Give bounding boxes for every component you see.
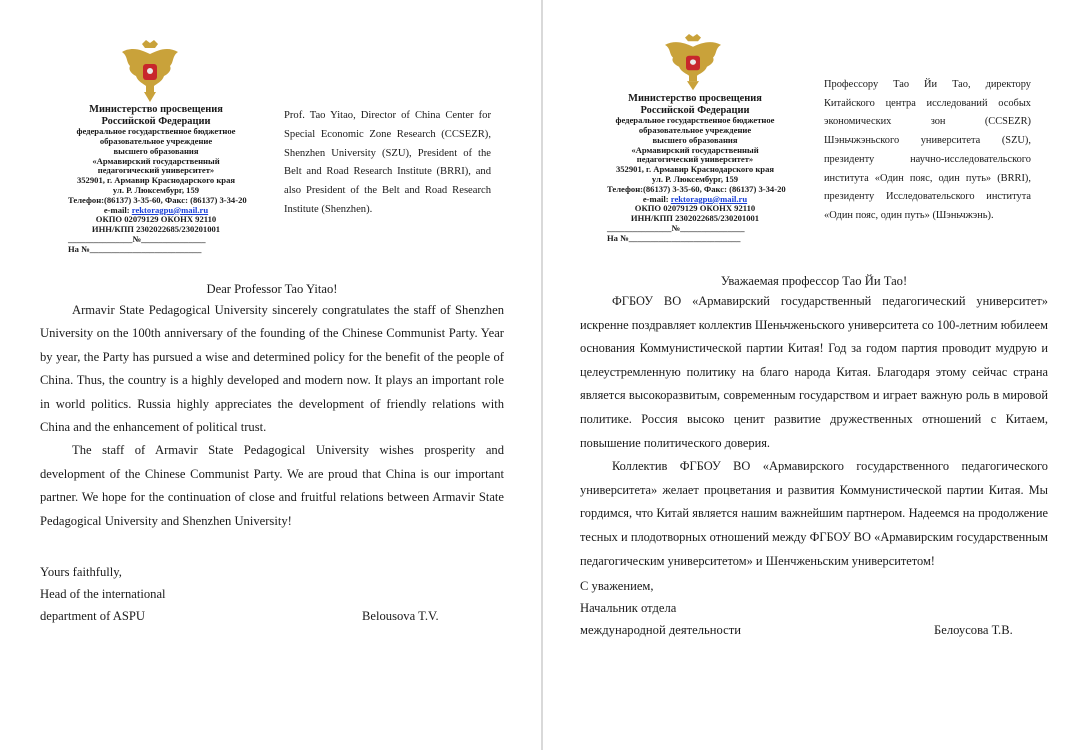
letterhead-address: 352901, г. Армавир Краснодарского края [615,164,775,175]
closing: С уважением, [580,579,654,593]
signer-department: международной деятельности [580,623,741,637]
letterhead-line: педагогический университет» [97,165,215,176]
body-paragraph: ФГБОУ ВО «Армавирский государственный педагогический университет» искренне поздравляет коллектив Шеньчженьского университета со 100-летним юбилеем основания Коммунистической партии Китая! Год за годом партия проводит мудрую и целеустремленную политику на благо народа Китая. Благодаря этому сейчас страна является высокоразвитым, современным государством и играет важную роль в мировой политике. Россия высоко ценит развитие дружественных отношений с Китаем, повышение политического доверия. [580,294,1048,450]
body-paragraph: The staff of Armavir State Pedagogical University wishes prosperity and development of the Chinese Communist Party. We are proud that China is our important partner. We hope for the continuation of close and fruitful relations between Armavir State Pedagogical University and Shenzhen University! [40,443,504,528]
ministry-country: Российской Федерации [101,115,211,127]
letterhead-codes: ОКПО 02079129 ОКОНХ 92110 [634,203,756,214]
letterhead-line: высшего образования [113,145,199,156]
letterhead-street: ул. Р. Люксембург, 159 [112,184,200,195]
emblem-icon [663,34,723,92]
signer-position: Начальник отдела [580,601,677,615]
letterhead-line: федеральное государственное бюджетное [76,126,236,137]
letterhead-line: образовательное учреждение [638,124,752,135]
letter-body [40,299,504,533]
letterhead [68,104,247,255]
ministry-country: Российской Федерации [640,104,750,116]
letter-page-russian [543,0,1080,750]
greeting: Dear Professor Tao Yitao! [206,282,338,296]
reference-reply-line: На №__________________________ [607,232,741,243]
letterhead-codes: ОКПО 02079129 ОКОНХ 92110 [95,214,217,225]
addressee-block: Профессору Тао Йи Тао, директору Китайского центра исследований особых экономических зон (CCSEZR) Шэньчжэньского университета (SZU), президенту научно-исследовательского института «Один пояс, один путь» (BRRI), президенту Исследовательского института «Один пояс, один путь» (Шэньчжэнь). [824,79,1031,221]
letterhead-phone: Телефон:(86137) 3-35-60, Факс: (86137) 3-34-20 [607,183,786,194]
emblem-icon [120,40,180,104]
signer-name: Белоусова Т.В. [934,623,1013,637]
email-label: e-mail: [103,204,132,215]
letter-body [580,290,1048,573]
ministry-name: Министерство просвещения [628,93,762,104]
letterhead-line: «Армавирский государственный [631,144,759,155]
letterhead [607,93,786,244]
letterhead-address: 352901, г. Армавир Краснодарского края [76,175,236,186]
letterhead-line: федеральное государственное бюджетное [615,115,775,126]
letterhead-tax-id: ИНН/КПП 2302022685/230201001 [91,224,221,235]
letterhead-street: ул. Р. Люксембург, 159 [651,173,739,184]
email-link[interactable]: rektoragpu@mail.ru [670,193,748,204]
signer-name: Belousova T.V. [362,609,439,623]
signer-position: Head of the international [40,587,166,601]
ministry-name: Министерство просвещения [89,104,223,115]
reference-number-line: _______________№_______________ [68,233,206,244]
closing: Yours faithfully, [40,565,122,579]
letterhead-line: педагогический университет» [636,154,754,165]
reference-number-line: _______________№_______________ [607,222,745,233]
letterhead-line: «Армавирский государственный [92,155,220,166]
letterhead-line: высшего образования [652,134,738,145]
letterhead-line: образовательное учреждение [99,135,213,146]
body-paragraph: Armavir State Pedagogical University sincerely congratulates the staff of Shenzhen University on the 100th anniversary of the founding of the Chinese Communist Party. Year by year, the Party has pursued a wise and determined policy for the benefit of the people of China. Thus, the country is a highly developed and modern now. It plays an important role in world politics. Russia highly appreciates the development of friendly relations with China and the enhancement of political trust. [40,303,504,435]
letterhead-tax-id: ИНН/КПП 2302022685/230201001 [630,213,760,224]
greeting: Уважаемая профессор Тао Йи Тао! [720,274,908,288]
body-paragraph: Коллектив ФГБОУ ВО «Армавирского государственного педагогического университета» желает процветания и развития Коммунистической партии Китая. Мы гордимся, что Китай является нашим важнейшим партнером. Надеемся на продолжение тесных и плодотворных отношений между ФГБОУ ВО «Армавирским государственным педагогическим университетом» и Шенчженьским университетом! [580,459,1048,568]
letterhead-phone: Телефон:(86137) 3-35-60, Факс: (86137) 3-34-20 [68,194,247,205]
addressee-block: Prof. Tao Yitao, Director of China Center for Special Economic Zone Research (CCSEZR), Shenzhen University (SZU), President of the Belt and Road Research Institute (BRRI), and also President of the Belt and Road Research Institute (Shenzhen). [284,110,491,215]
reference-reply-line: На №__________________________ [68,243,202,254]
email-link[interactable]: rektoragpu@mail.ru [131,204,209,215]
signer-department: department of ASPU [40,609,145,623]
email-label: e-mail: [642,193,671,204]
